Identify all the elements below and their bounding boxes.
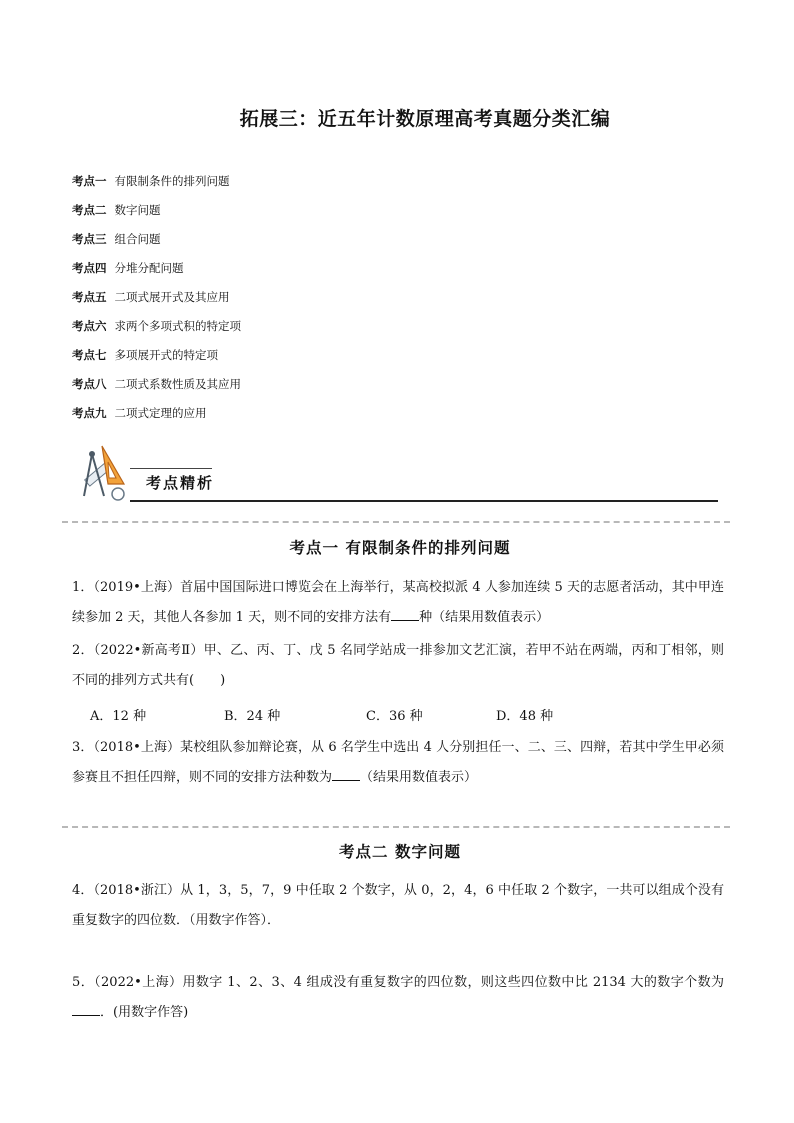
banner-label: 考点精析 bbox=[146, 474, 215, 492]
ruler-compass-icon bbox=[78, 440, 138, 504]
toc-tag: 考点二 bbox=[72, 202, 107, 217]
toc-item bbox=[72, 311, 241, 340]
question-2-options bbox=[90, 700, 690, 728]
toc-tag: 考点一 bbox=[72, 173, 107, 188]
toc-label: 分堆分配问题 bbox=[114, 260, 184, 275]
section-banner bbox=[78, 440, 718, 504]
answer-blank bbox=[332, 766, 360, 781]
toc-label: 二项式系数性质及其应用 bbox=[114, 377, 241, 392]
toc-label: 组合问题 bbox=[114, 231, 161, 246]
toc-item bbox=[72, 166, 241, 195]
toc-item bbox=[72, 253, 241, 282]
toc-label: 二项式定理的应用 bbox=[114, 406, 207, 421]
question-text: 3．（2018•上海）某校组队参加辩论赛，从 6 名学生中选出 4 人分别担任一、二、三、四辩，若其中学生甲必须参赛且不担任四辩，则不同的安排方法种数为 bbox=[72, 740, 724, 785]
option-d: D．48 种 bbox=[496, 709, 554, 724]
question-5 bbox=[72, 968, 724, 1028]
section-heading: 考点二 数字问题 bbox=[339, 842, 461, 861]
toc-tag: 考点七 bbox=[72, 348, 107, 363]
section-heading: 考点一 有限制条件的排列问题 bbox=[289, 538, 511, 557]
toc-item bbox=[72, 224, 241, 253]
question-3 bbox=[72, 733, 724, 793]
banner-underline bbox=[130, 500, 718, 502]
divider-dashed bbox=[62, 826, 730, 828]
toc-label: 二项式展开式及其应用 bbox=[114, 289, 230, 304]
toc-item bbox=[72, 282, 241, 311]
toc-item bbox=[72, 399, 241, 428]
question-4 bbox=[72, 876, 724, 936]
option-c: C．36 种 bbox=[366, 709, 423, 724]
option-b: B．24 种 bbox=[224, 709, 281, 724]
toc-item bbox=[72, 341, 241, 370]
toc-label: 多项展开式的特定项 bbox=[114, 348, 218, 363]
question-1 bbox=[72, 573, 724, 633]
toc-tag: 考点四 bbox=[72, 260, 107, 275]
toc-tag: 考点五 bbox=[72, 289, 107, 304]
answer-blank bbox=[72, 1001, 100, 1016]
toc-tag: 考点八 bbox=[72, 377, 107, 392]
page-title: 拓展三：近五年计数原理高考真题分类汇编 bbox=[239, 108, 611, 130]
toc-label: 数字问题 bbox=[114, 202, 161, 217]
toc-tag: 考点三 bbox=[72, 231, 107, 246]
question-text: 种（结果用数值表示） bbox=[419, 610, 550, 625]
question-text: 2．（2022•新高考Ⅱ）甲、乙、丙、丁、戊 5 名同学站成一排参加文艺汇演，若甲不站在两端，丙和丁相邻，则不同的排列方式共有( ) bbox=[72, 643, 724, 688]
answer-blank bbox=[391, 606, 419, 621]
toc-tag: 考点六 bbox=[72, 319, 107, 334]
question-text: 5．（2022•上海）用数字 1、2、3、4 组成没有重复数字的四位数，则这些四位数中比 2134 大的数字个数为 bbox=[72, 975, 724, 990]
banner-accent-line bbox=[130, 468, 212, 469]
toc-tag: 考点九 bbox=[72, 406, 107, 421]
question-text: ．(用数字作答) bbox=[100, 1005, 189, 1020]
question-text: 4．（2018•浙江）从 1，3，5，7，9 中任取 2 个数字，从 0，2，4，6 中任取 2 个数字，一共可以组成个没有重复数字的四位数．（用数字作答）． bbox=[72, 883, 724, 928]
toc-item bbox=[72, 195, 241, 224]
question-text: 1．（2019•上海）首届中国国际进口博览会在上海举行，某高校拟派 4 人参加连续 5 天的志愿者活动，其中甲连续参加 2 天，其他人各参加 1 天，则不同的安排方法有 bbox=[72, 580, 724, 625]
toc-list bbox=[72, 166, 241, 428]
option-a: A．12 种 bbox=[90, 709, 147, 724]
toc-label: 求两个多项式积的特定项 bbox=[114, 319, 241, 334]
question-2 bbox=[72, 636, 724, 696]
divider-dashed bbox=[62, 521, 730, 523]
question-text: （结果用数值表示） bbox=[360, 770, 478, 785]
toc-label: 有限制条件的排列问题 bbox=[114, 173, 230, 188]
toc-item bbox=[72, 370, 241, 399]
